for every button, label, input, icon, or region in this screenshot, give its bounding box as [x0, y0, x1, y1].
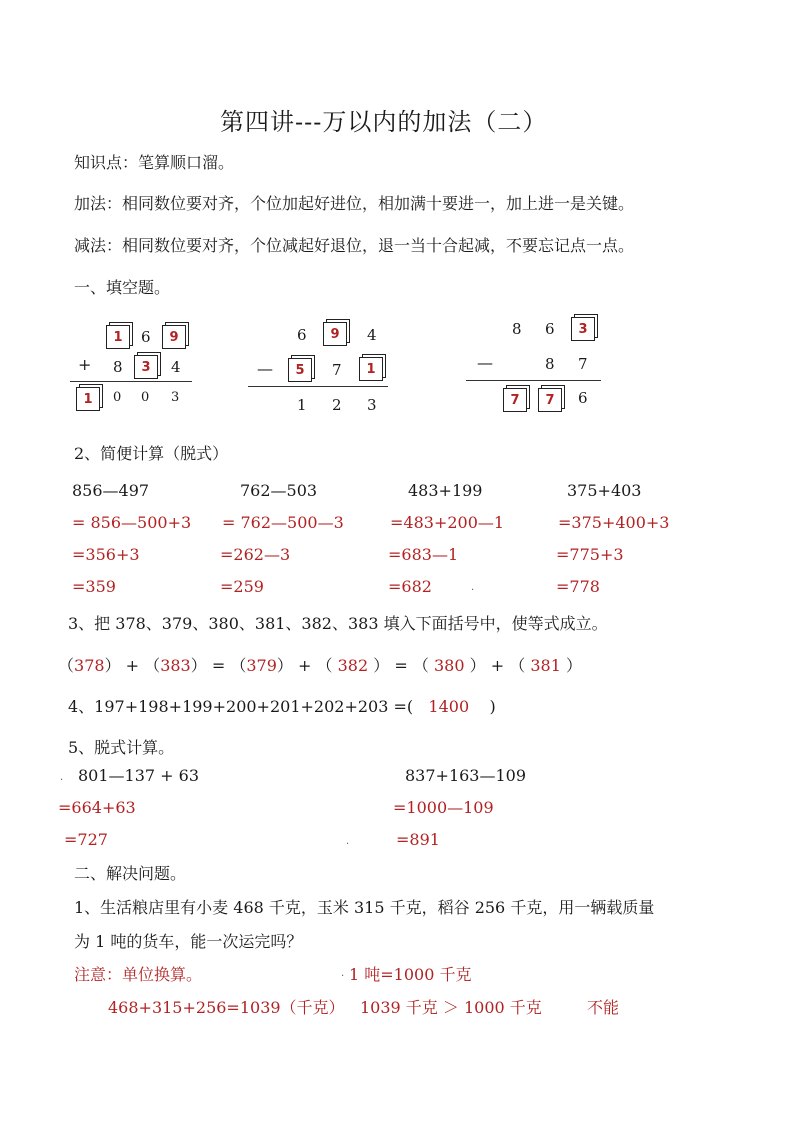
digit: 2	[332, 396, 342, 414]
digit: 6	[545, 320, 555, 338]
calc-result: =682	[388, 577, 432, 596]
calc-step: =683—1	[388, 545, 459, 564]
calc-step: =356+3	[72, 545, 140, 564]
answer-box[interactable]: 1	[106, 325, 130, 349]
stray-dot: .	[471, 582, 475, 593]
unit-conversion: 1 吨=1000 千克	[349, 965, 472, 984]
minus-sign: —	[477, 353, 493, 372]
digit: 3	[171, 390, 180, 405]
digit: 0	[113, 390, 122, 405]
digit: 0	[141, 390, 150, 405]
calc-step: =1000—109	[393, 798, 494, 817]
question-4: 4、197+198+199+200+201+202+203 =( 1400 )	[68, 697, 496, 716]
answer-calculation: 468+315+256=1039（千克）	[108, 998, 345, 1017]
stray-dot: .	[346, 836, 350, 847]
calc-result: =259	[220, 577, 264, 596]
calc-step: = 762—500—3	[222, 513, 344, 532]
answer-box[interactable]: 5	[288, 358, 312, 382]
subtraction-rule: 减法：相同数位要对齐，个位减起好退位，退一当十合起减，不要忘记点一点。	[74, 236, 635, 255]
digit: 1	[297, 396, 307, 414]
plus-sign: +	[78, 355, 92, 374]
digit: 6	[578, 389, 588, 407]
answer-box[interactable]: 3	[134, 355, 158, 379]
answer-box[interactable]: 7	[538, 388, 562, 412]
answer-box[interactable]: 9	[162, 325, 186, 349]
answer-comparison: 1039 千克 ＞ 1000 千克	[360, 998, 542, 1017]
digit: 7	[332, 361, 342, 379]
calc-step: =775+3	[556, 545, 624, 564]
minus-sign: —	[257, 359, 273, 378]
calc-step: =483+200—1	[390, 513, 505, 532]
calc-step: =375+400+3	[558, 513, 670, 532]
equation-answer: 378	[74, 656, 105, 675]
equation-answer: 381	[530, 656, 561, 675]
digit: 8	[512, 320, 522, 338]
result-line	[466, 380, 601, 381]
digit: 3	[367, 396, 377, 414]
digit: 4	[171, 358, 181, 376]
stray-dot: .	[341, 968, 345, 979]
calc-result: =891	[396, 830, 440, 849]
result-line	[248, 386, 388, 387]
calc-step: =262—3	[220, 545, 291, 564]
answer-box[interactable]: 7	[503, 388, 527, 412]
calc-expression: 375+403	[567, 481, 642, 500]
equation-answer: 380	[433, 656, 465, 675]
stray-dot: .	[60, 772, 64, 783]
equation-answer: 379	[246, 656, 277, 675]
calc-expression: 837+163—109	[405, 766, 527, 785]
calc-expression: 801—137 + 63	[78, 766, 200, 785]
problem-1-line-1: 1、生活粮店里有小麦 468 千克，玉米 315 千克，稻谷 256 千克，用一辆载质量	[74, 898, 655, 917]
digit: 6	[141, 328, 151, 346]
calc-expression: 762—503	[240, 481, 318, 500]
sum-line	[70, 381, 192, 382]
answer-box[interactable]: 1	[76, 387, 100, 411]
equation-answer: 383	[160, 656, 191, 675]
addition-rule: 加法：相同数位要对齐，个位加起好进位，相加满十要进一，加上进一是关键。	[74, 194, 635, 213]
answer-box[interactable]: 1	[359, 357, 383, 381]
equation-answer: 382	[337, 656, 369, 675]
digit: 7	[578, 355, 588, 373]
calc-expression: 483+199	[408, 481, 483, 500]
digit: 8	[545, 355, 555, 373]
digit: 4	[367, 326, 377, 344]
section-2-title: 二、解决问题。	[74, 864, 187, 883]
note-label: 注意：单位换算。	[74, 965, 203, 984]
question-2-title: 2、简便计算（脱式）	[74, 444, 229, 463]
calc-result: =727	[64, 830, 108, 849]
calc-result: =778	[556, 577, 600, 596]
section-1-title: 一、填空题。	[74, 278, 171, 297]
question-5-title: 5、脱式计算。	[68, 738, 175, 757]
answer-box[interactable]: 9	[323, 322, 347, 346]
question-3-title: 3、把 378、379、380、381、382、383 填入下面括号中，使等式成立。	[68, 614, 608, 633]
digit: 8	[113, 358, 123, 376]
problem-1-line-2: 为 1 吨的货车，能一次运完吗？	[74, 932, 303, 951]
digit: 6	[297, 326, 307, 344]
question-4-answer: 1400	[428, 697, 470, 716]
calc-result: =359	[72, 577, 116, 596]
page-title: 第四讲---万以内的加法（二）	[220, 108, 548, 136]
equation-row: （378） + （383） = （379） + （ 382 ） = （ 380 ） + （ 381 ）	[58, 656, 582, 675]
calc-step: = 856—500+3	[72, 513, 192, 532]
answer-box[interactable]: 3	[571, 317, 595, 341]
calc-expression: 856—497	[72, 481, 150, 500]
knowledge-heading: 知识点：笔算顺口溜。	[74, 153, 235, 172]
calc-step: =664+63	[58, 798, 136, 817]
answer-result: 不能	[587, 998, 620, 1017]
